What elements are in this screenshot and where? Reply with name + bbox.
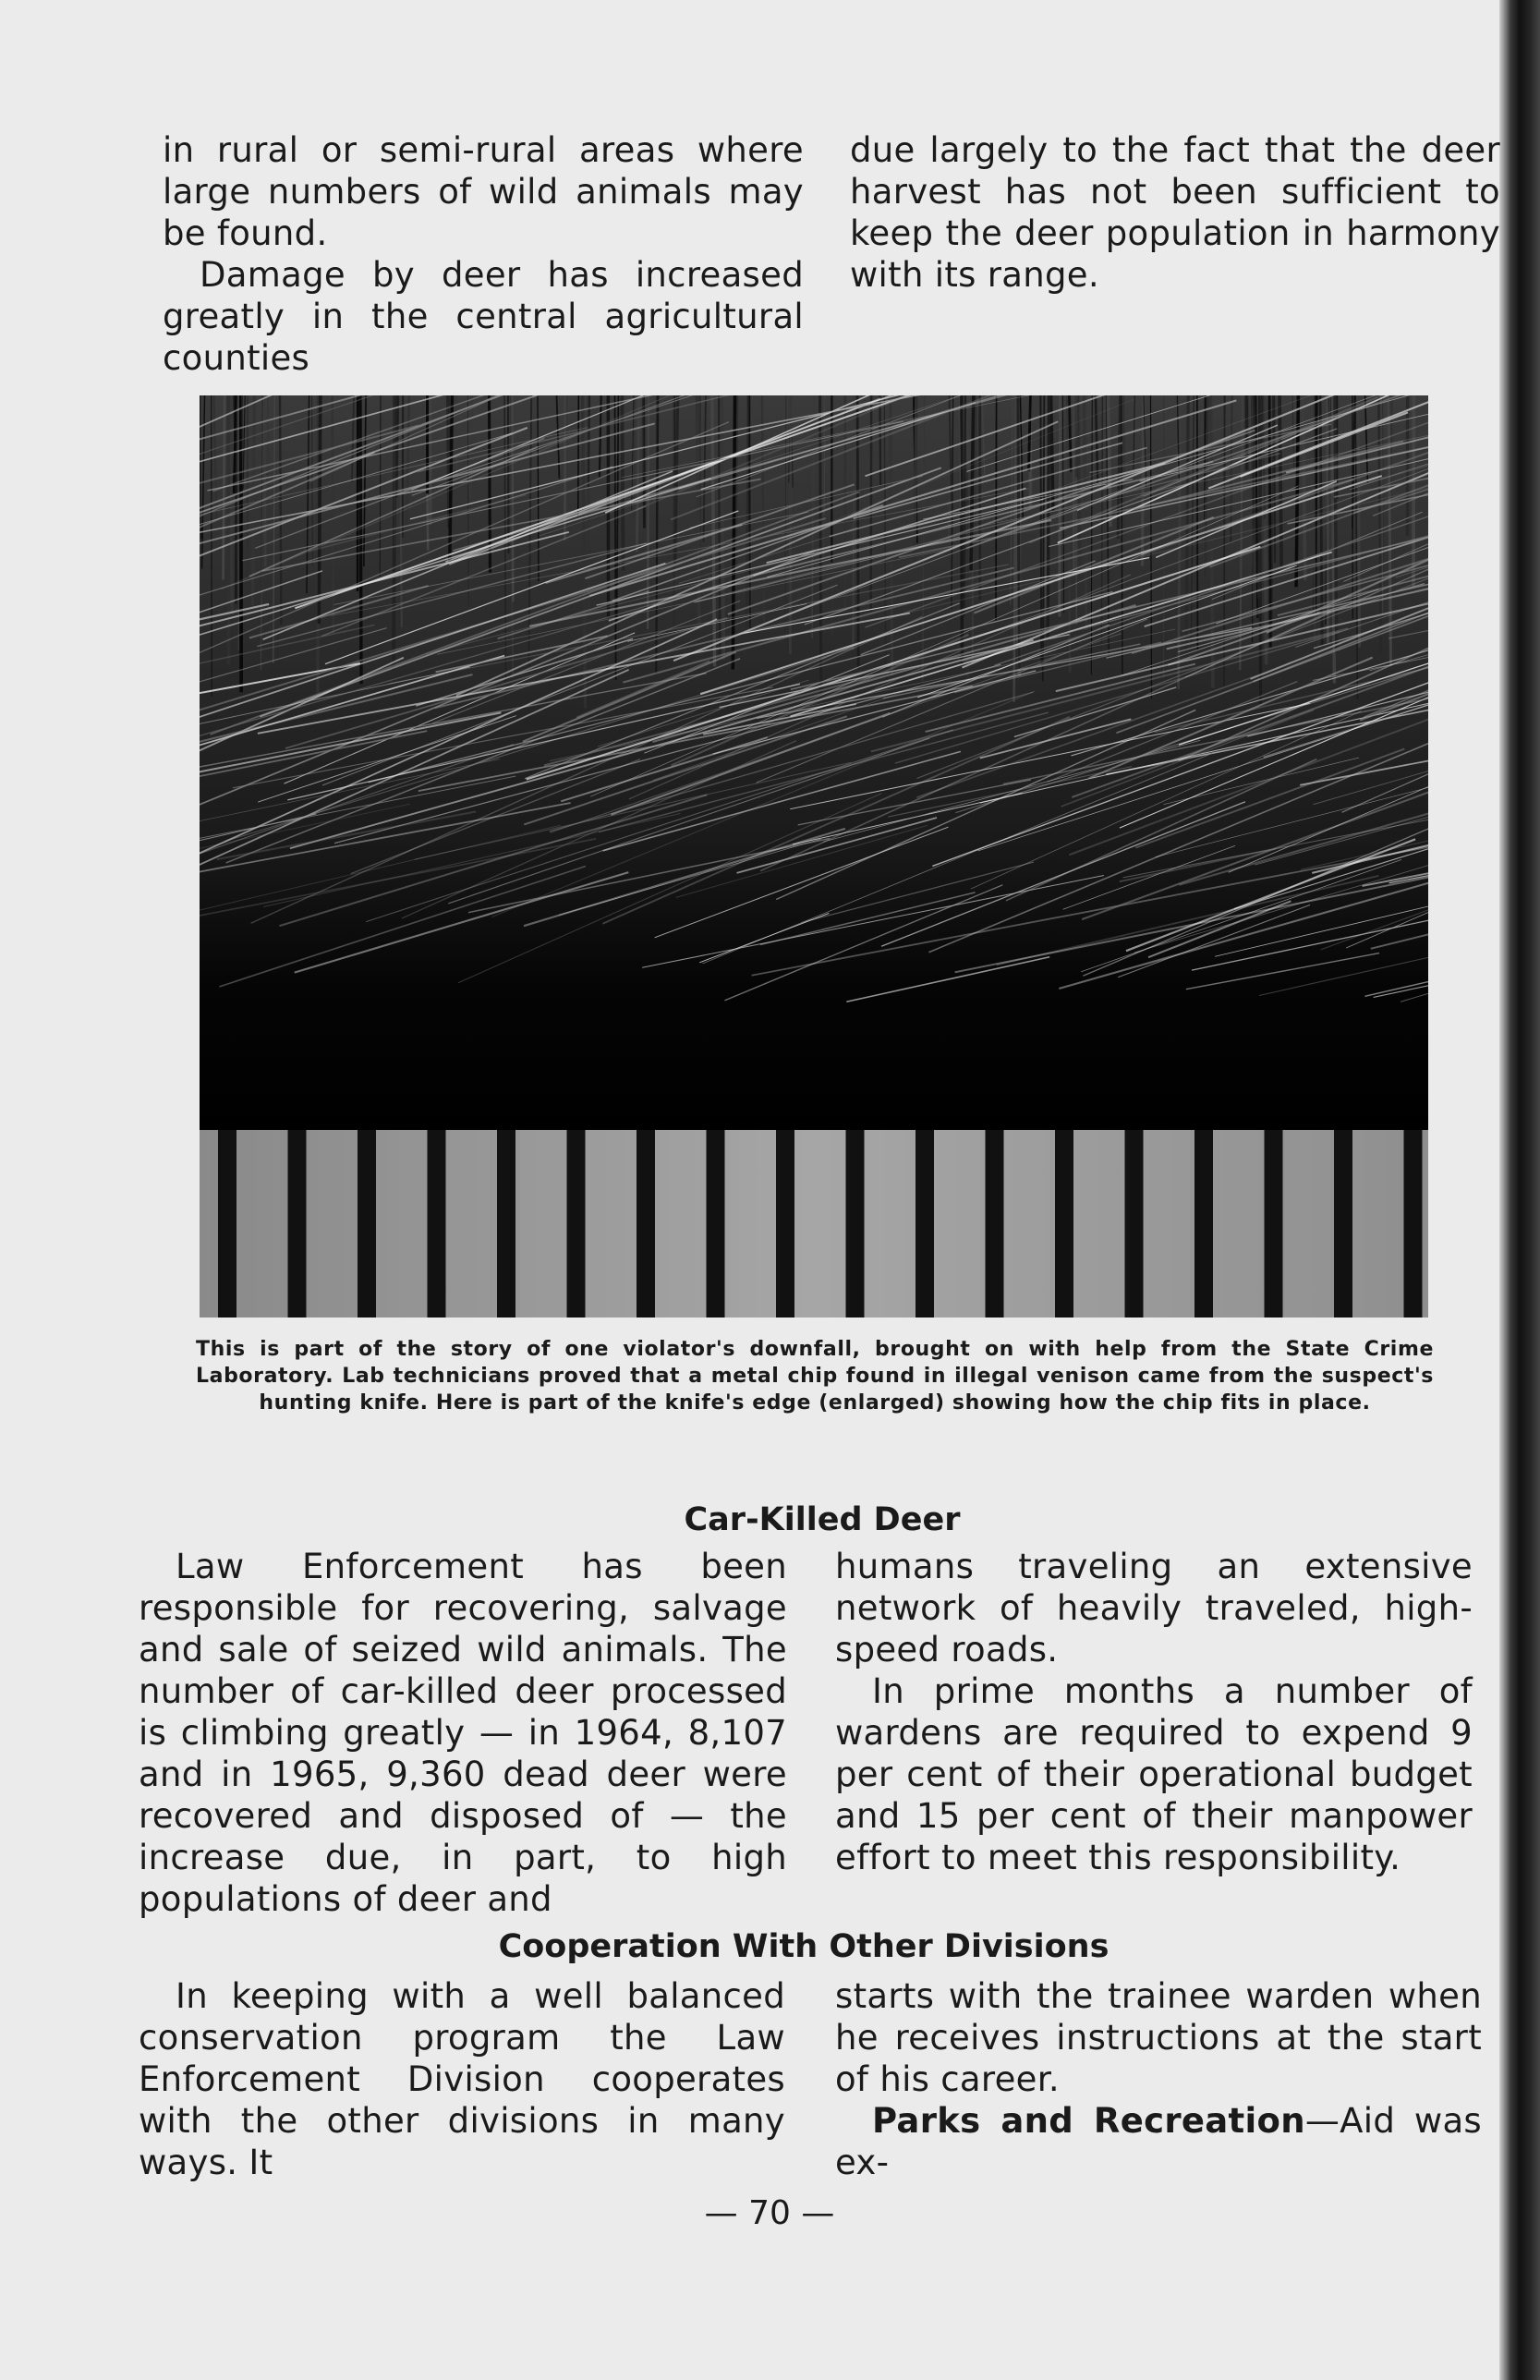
scratch-mark [403,395,404,538]
scale-ruler [200,1130,1428,1318]
scratch-mark [879,395,880,485]
ruler-tick [846,1130,865,1318]
scratch-mark [578,395,579,516]
scratch-mark [648,395,649,629]
ruler-tick [497,1130,515,1318]
scratch-mark [1259,395,1261,598]
car-killed-right-column [835,1546,1473,1878]
page-edge-shadow [1499,0,1540,2380]
cooperation-right-column [835,1975,1482,2183]
run-in-heading: Parks and Recreation [872,2101,1305,2141]
knife-edge-photo [200,395,1428,1318]
ruler-tick [1055,1130,1073,1318]
car-killed-left-column [139,1546,787,1920]
scratch-mark [719,395,720,655]
scratch-mark [1040,395,1041,665]
paragraph: Damage by deer has increased greatly in the central agricultural counties [163,255,804,378]
scratch-mark [962,395,963,664]
ruler-tick [1404,1130,1423,1318]
ruler-tick [1334,1130,1352,1318]
paragraph: Law Enforcement has been responsible for recovering, salvage and sale of seized wild animals. The number of car-killed deer processed is climbing greatly — in 1964, 8,107 and in 1965, 9,360 dead deer were recovered and disposed of — the increase due, in part, to high populations of deer and [139,1547,787,1919]
ruler-tick [1125,1130,1144,1318]
top-right-column [850,129,1500,296]
scratch-mark [1210,395,1212,688]
scratch-mark [1358,395,1359,648]
scratch-mark [820,395,821,695]
top-left-column [163,129,804,379]
paragraph: In keeping with a well balanced conservation program the Law Enforcement Division cooperates with the other divisions in many ways. It [139,1976,785,2182]
ruler-tick [1194,1130,1213,1318]
ruler-tick [986,1130,1004,1318]
ruler-tick [358,1130,376,1318]
paragraph-text: —Aid was ex- [835,2101,1482,2182]
scratch-mark [853,395,854,650]
ruler-tick [707,1130,725,1318]
ruler-tick [428,1130,446,1318]
scratch-mark [1272,395,1273,635]
cooperation-left-column [139,1975,785,2183]
scratch-mark [508,395,509,553]
paragraph: In prime months a number of wardens are required to expend 9 per cent of their operational budget and 15 per cent of their manpower effort to meet this responsibility. [835,1671,1473,1877]
scratch-mark [1029,395,1031,471]
ruler-tick [567,1130,586,1318]
ruler-tick [218,1130,236,1318]
paragraph: humans traveling an extensive network of heavily traveled, high-speed roads. [835,1547,1473,1670]
photo-caption: This is part of the story of one violator's downfall, brought on with help from the State Crime Laboratory. Lab technicians proved that a metal chip found in illegal venison came from the suspect's hunting knife. Here is part of the knife's edge (enlarged) showing how the chip fits in place. [196,1338,1434,1415]
paragraph [835,2100,1482,2183]
scratch-mark [967,395,969,473]
knife-edge-photo-image [200,395,1428,1318]
scratch-mark [615,395,616,680]
section-heading-cooperation: Cooperation With Other Divisions [498,1928,1110,1965]
paragraph: in rural or semi-rural areas where large numbers of wild animals may be found. [163,130,804,253]
scratch-mark [231,395,233,613]
page-number: — 70 — [704,2194,835,2232]
ruler-tick [776,1130,794,1318]
ruler-tick [288,1130,307,1318]
paragraph: starts with the trainee warden when he receives instructions at the start of his career. [835,1976,1482,2099]
ruler-tick [637,1130,655,1318]
section-heading-car-killed-deer: Car-Killed Deer [684,1501,961,1538]
ruler-tick [1265,1130,1283,1318]
paragraph: due largely to the fact that the deer harvest has not been sufficient to keep the deer population in harmony with its range. [850,130,1500,295]
scratch-mark [280,395,281,625]
ruler-tick [916,1130,934,1318]
